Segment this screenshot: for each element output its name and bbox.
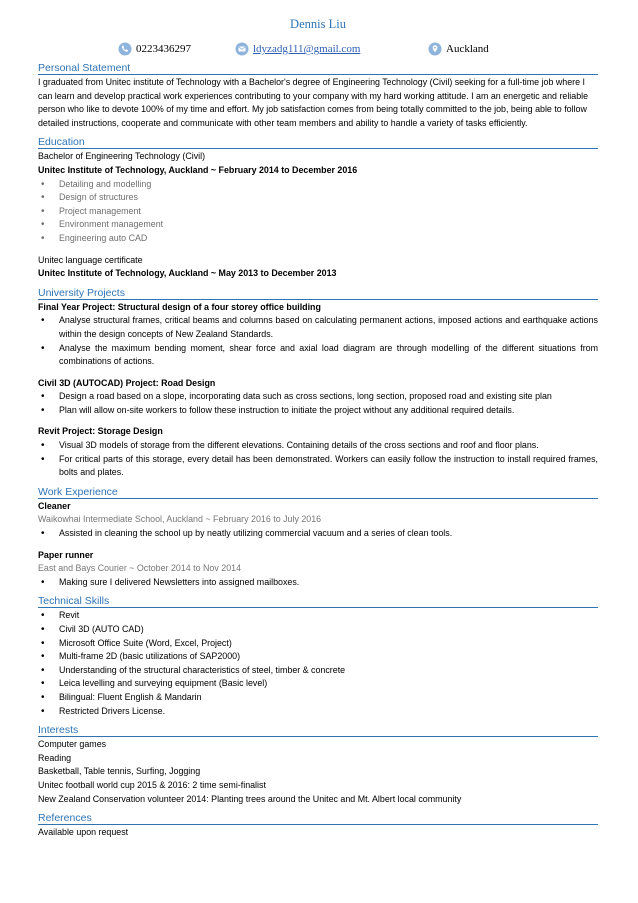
list-item: • Design of structures bbox=[38, 191, 598, 205]
interest-line: Computer games bbox=[38, 739, 107, 750]
phone-icon bbox=[118, 42, 132, 56]
list-item: • Leica levelling and surveying equipment (Basic level) bbox=[38, 677, 598, 691]
job-role: Cleaner bbox=[38, 500, 71, 511]
list-item: • Understanding of the structural characteristics of steel, timber & concrete bbox=[38, 664, 598, 678]
list-item: • Revit bbox=[38, 609, 598, 623]
interests-section bbox=[38, 724, 598, 806]
list-item: • Visual 3D models of storage from the different elevations. Containing details of the cross sections and roof and floor plans. bbox=[38, 439, 598, 453]
job-bullets bbox=[38, 576, 598, 590]
section-title-work: Work Experience bbox=[38, 486, 598, 499]
job-employer: Waikowhai Intermediate School, Auckland ~ February 2016 to July 2016 bbox=[38, 514, 322, 525]
list-item: • Design a road based on a slope, incorporating data such as cross sections, long section, proposed road and existing site plan bbox=[38, 390, 598, 404]
project-heading: Revit Project: Storage Design bbox=[38, 426, 163, 437]
list-item: • Analyse structural frames, critical beams and columns based on calculating permanent actions, imposed actions and earthquake actions within the design concepts of New Zealand Standards. bbox=[38, 314, 598, 341]
projects-section bbox=[38, 287, 598, 480]
interest-line: Unitec football world cup 2015 & 2016: 2 time semi-finalist bbox=[38, 779, 266, 790]
section-title-personal-statement: Personal Statement bbox=[38, 62, 598, 75]
section-title-education: Education bbox=[38, 136, 598, 149]
module-list bbox=[38, 178, 598, 246]
skills-section bbox=[38, 595, 598, 718]
interest-line: Reading bbox=[38, 752, 72, 763]
personal-statement-text: I graduated from Unitec institute of Technology with a Bachelor's degree of Engineering Technology (Civil) seeking for a full-time job where I can learn and develop practical work experiences contributing to your company with my hard working attitude. I am an energetic and reliable person who like to devote 100% of my time and effort. My job satisfaction comes from being totally committed to the job, being able to follow detailed instructions, cooperate and communicate with other team members and ability to handle a variety of tasks efficiently. bbox=[38, 77, 589, 128]
list-item: • Project management bbox=[38, 205, 598, 219]
degree-name: Bachelor of Engineering Technology (Civil) bbox=[38, 151, 206, 162]
job-employer: East and Bays Courier ~ October 2014 to Nov 2014 bbox=[38, 563, 242, 574]
section-title-references: References bbox=[38, 812, 598, 825]
education-section bbox=[38, 136, 598, 280]
section-title-interests: Interests bbox=[38, 724, 598, 737]
degree-institution: Unitec Institute of Technology, Auckland ~ February 2014 to December 2016 bbox=[38, 164, 358, 175]
phone-number: 0223436297 bbox=[136, 43, 191, 55]
list-item: • Environment management bbox=[38, 218, 598, 232]
job-role: Paper runner bbox=[38, 549, 94, 560]
section-title-projects: University Projects bbox=[38, 287, 598, 300]
resume-page bbox=[38, 16, 598, 840]
list-item: • Restricted Drivers License. bbox=[38, 705, 598, 719]
email-item bbox=[235, 42, 360, 56]
references-section bbox=[38, 812, 598, 840]
list-item: • Civil 3D (AUTO CAD) bbox=[38, 623, 598, 637]
email-link[interactable]: ldyzadg111@gmail.com bbox=[253, 43, 361, 55]
project-heading: Civil 3D (AUTOCAD) Project: Road Design bbox=[38, 377, 216, 388]
email-icon bbox=[235, 42, 249, 56]
personal-statement-section bbox=[38, 62, 598, 130]
list-item: • Detailing and modelling bbox=[38, 178, 598, 192]
candidate-name: Dennis Liu bbox=[290, 17, 346, 31]
project-heading: Final Year Project: Structural design of a four storey office building bbox=[38, 301, 321, 312]
work-section bbox=[38, 486, 598, 590]
location-text: Auckland bbox=[446, 43, 489, 55]
list-item: • Plan will allow on-site workers to follow these instruction to initiate the project without any additional required details. bbox=[38, 404, 598, 418]
job-bullets bbox=[38, 527, 598, 541]
list-item: • Making sure I delivered Newsletters into assigned mailboxes. bbox=[38, 576, 598, 590]
location-pin-icon bbox=[428, 42, 442, 56]
location-item bbox=[428, 42, 489, 56]
skills-list bbox=[38, 609, 598, 718]
interest-line: New Zealand Conservation volunteer 2014: Planting trees around the Unitec and Mt. Albert local community bbox=[38, 793, 462, 804]
list-item: • Engineering auto CAD bbox=[38, 232, 598, 246]
section-title-skills: Technical Skills bbox=[38, 595, 598, 608]
certificate-name: Unitec language certificate bbox=[38, 254, 143, 265]
project-bullets bbox=[38, 314, 598, 368]
project-bullets bbox=[38, 390, 598, 417]
list-item: • Bilingual: Fluent English & Mandarin bbox=[38, 691, 598, 705]
phone-item bbox=[118, 42, 191, 56]
certificate-institution: Unitec Institute of Technology, Auckland ~ May 2013 to December 2013 bbox=[38, 268, 337, 279]
interest-line: Basketball, Table tennis, Surfing, Jogging bbox=[38, 766, 201, 777]
list-item: • Multi-frame 2D (basic utilizations of SAP2000) bbox=[38, 650, 598, 664]
project-bullets bbox=[38, 439, 598, 480]
references-text: Available upon request bbox=[38, 827, 129, 838]
list-item: • Analyse the maximum bending moment, shear force and axial load diagram are through modelling of the different situations from combinations of actions. bbox=[38, 342, 598, 369]
list-item: • Assisted in cleaning the school up by neatly utilizing commercial vacuum and a series of clean tools. bbox=[38, 527, 598, 541]
list-item: • For critical parts of this storage, every detail has been demonstrated. Workers can easily follow the instruction to install required frames, bolts and plates. bbox=[38, 453, 598, 480]
list-item: • Microsoft Office Suite (Word, Excel, Project) bbox=[38, 637, 598, 651]
contact-bar bbox=[38, 42, 598, 60]
